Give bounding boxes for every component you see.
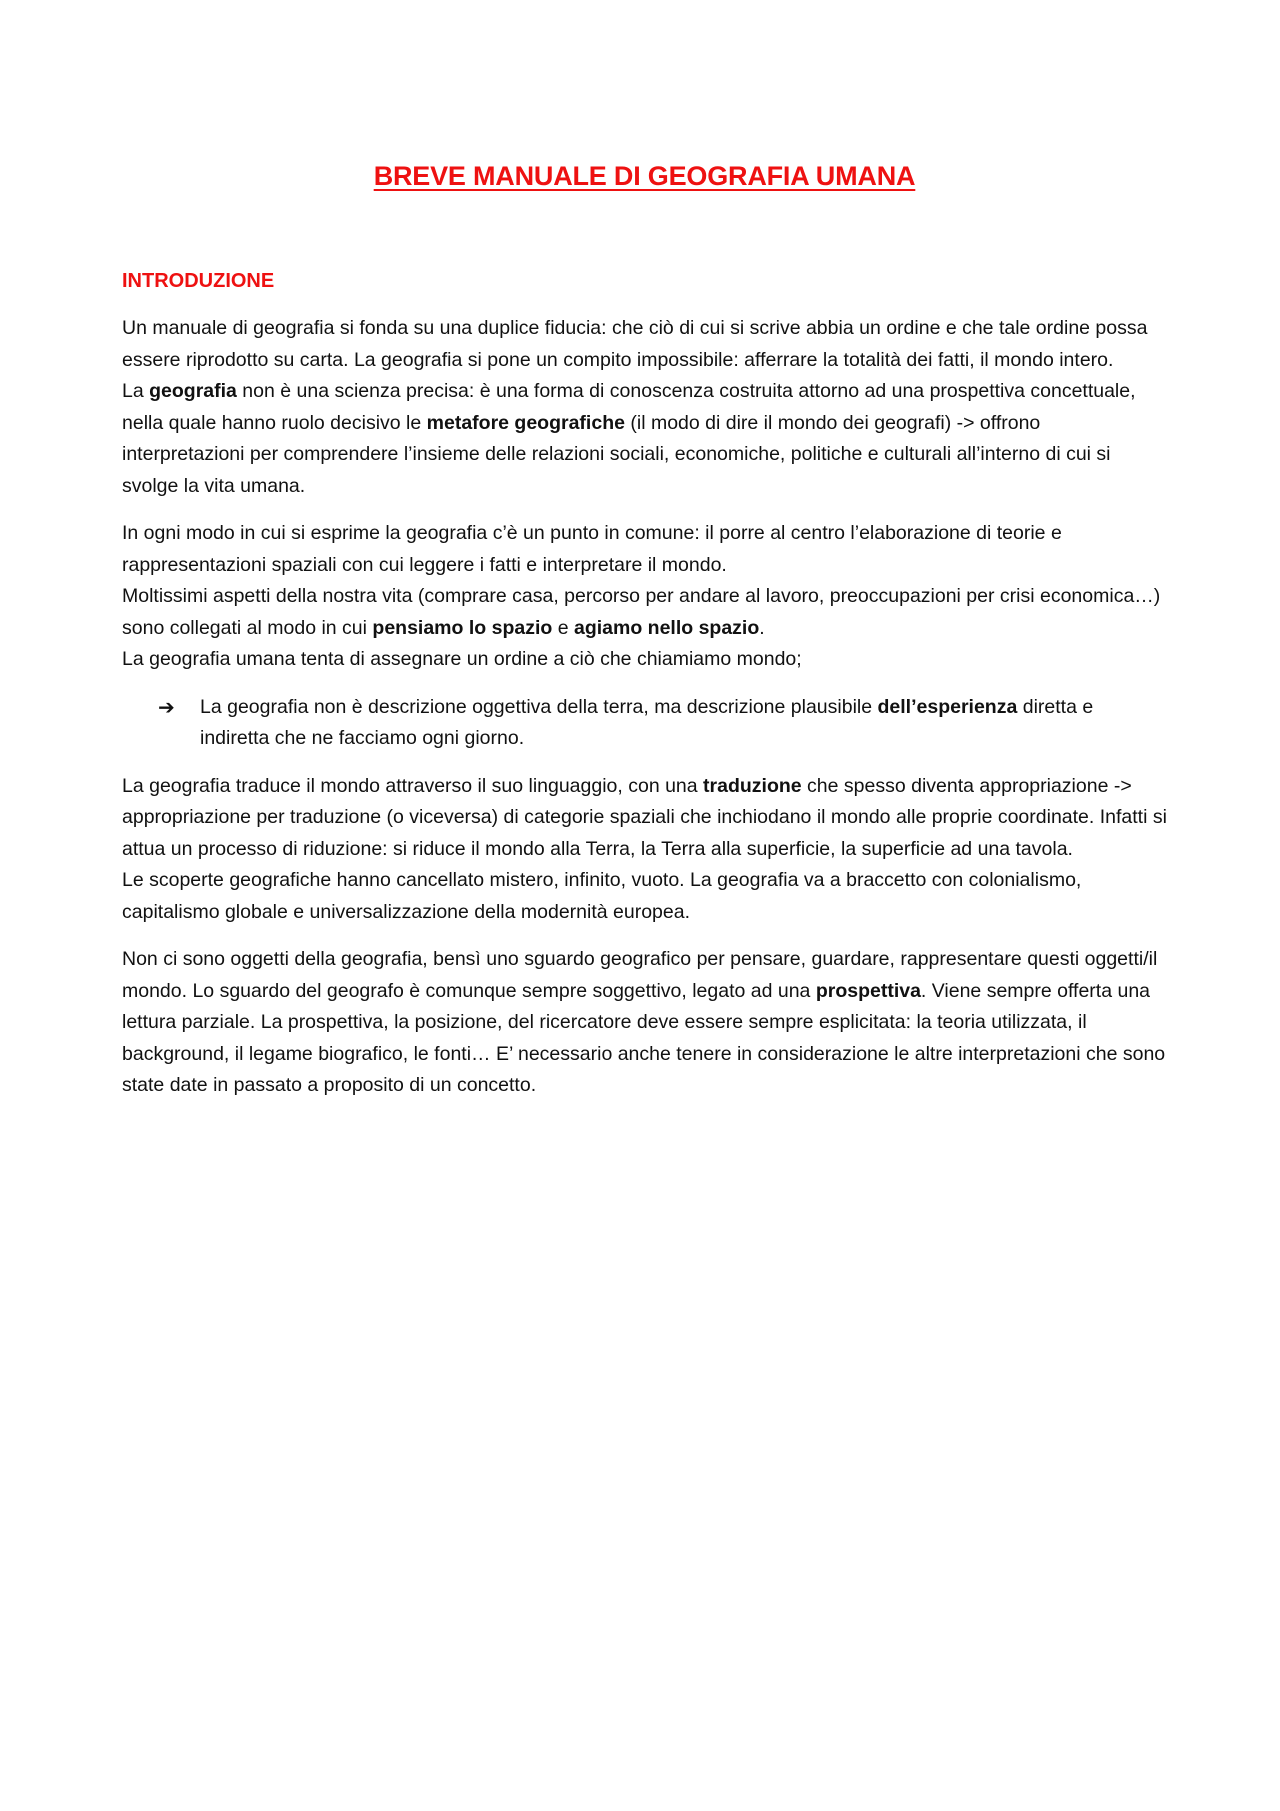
- term-traduzione: traduzione: [703, 774, 802, 797]
- term-metafore-geografiche: metafore geografiche: [426, 411, 625, 434]
- paragraph-3-text-a: La geografia traduce il mondo attraverso il suo linguaggio, con una: [122, 774, 704, 797]
- paragraph-2-line-3: La geografia umana tenta di assegnare un ordine a ciò che chiamiamo mondo;: [122, 648, 802, 670]
- paragraph-3: [122, 771, 1167, 929]
- paragraph-1-text-c: non è una scienza precisa: è una forma di conoscenza costruita attorno ad una prospettiva concettuale, nella quale hanno ruolo decisivo le: [122, 380, 1136, 434]
- paragraph-4-text-a: Non ci sono oggetti della geografia, bensì uno sguardo geografico per pensare, guardare, rappresentare questi oggetti/il mondo. Lo sguardo del geografo è comunque sempre soggettivo, legato ad una: [122, 948, 1158, 1002]
- paragraph-2-text-a: Moltissimi aspetti della nostra vita (comprare casa, percorso per andare al lavoro, preoccupazioni per crisi economica…) sono collegati al modo in cui: [122, 585, 1161, 639]
- paragraph-2-text-e: .: [759, 616, 765, 639]
- paragraph-1: [122, 313, 1167, 502]
- paragraph-1-text-a: La: [122, 380, 150, 402]
- paragraph-4-text-c: . Viene sempre offerta una lettura parziale. La prospettiva, la posizione, del ricercatore deve essere sempre esplicitata: la teoria utilizzata, il background, il legame biografico, le fonti… E’ necessario anche tenere in considerazione le altre interpretazioni che sono state date in passato a proposito di un concetto.: [122, 979, 1166, 1096]
- term-geografia: geografia: [149, 380, 237, 402]
- body-text: [122, 313, 1167, 1118]
- paragraph-2-text-c: e: [552, 616, 574, 639]
- term-agiamo-nello-spazio: agiamo nello spazio: [573, 616, 760, 639]
- term-pensiamo-lo-spazio: pensiamo lo spazio: [372, 616, 553, 639]
- paragraph-2: [122, 518, 1167, 676]
- list-item: [158, 692, 1167, 755]
- bullet-text-c: diretta e indiretta che ne facciamo ogni giorno.: [200, 695, 1094, 749]
- arrow-right-icon: ➔: [158, 694, 175, 719]
- term-prospettiva: prospettiva: [815, 979, 921, 1002]
- paragraph-3-text-c: che spesso diventa appropriazione -> appropriazione per traduzione (o viceversa) di categorie spaziali che inchiodano il mondo alle proprie coordinate. Infatti si attua un processo di riduzione: si riduce il mondo alla Terra, la Terra alla superficie, la superficie ad una tavola.: [122, 774, 1167, 860]
- section-heading-introduzione: INTRODUZIONE: [122, 270, 275, 292]
- paragraph-1-line-1: Un manuale di geografia si fonda su una duplice fiducia: che ciò di cui si scrive abbia un ordine e che tale ordine possa essere riprodotto su carta. La geografia si pone un compito impossibile: afferrare la totalità dei fatti, il mondo intero.: [122, 317, 1148, 371]
- term-dell-esperienza: dell’esperienza: [877, 695, 1018, 718]
- paragraph-1-text-e: (il modo di dire il mondo dei geografi) -> offrono interpretazioni per comprendere l’insieme delle relazioni sociali, economiche, politiche e culturali all’interno di cui si svolge la vita umana.: [122, 411, 1111, 497]
- paragraph-3-line-2: Le scoperte geografiche hanno cancellato mistero, infinito, vuoto. La geografia va a braccetto con colonialismo, capitalismo globale e universalizzazione della modernità europea.: [122, 869, 1082, 923]
- paragraph-4: [122, 944, 1167, 1102]
- bullet-text-a: La geografia non è descrizione oggettiva della terra, ma descrizione plausibile: [200, 695, 878, 718]
- paragraph-2-line-1: In ogni modo in cui si esprime la geografia c’è un punto in comune: il porre al centro l’elaborazione di teorie e rappresentazioni spaziali con cui leggere i fatti e interpretare il mondo.: [122, 522, 1062, 576]
- document-title: BREVE MANUALE DI GEOGRAFIA UMANA: [373, 161, 916, 191]
- bullet-list: [122, 692, 1167, 755]
